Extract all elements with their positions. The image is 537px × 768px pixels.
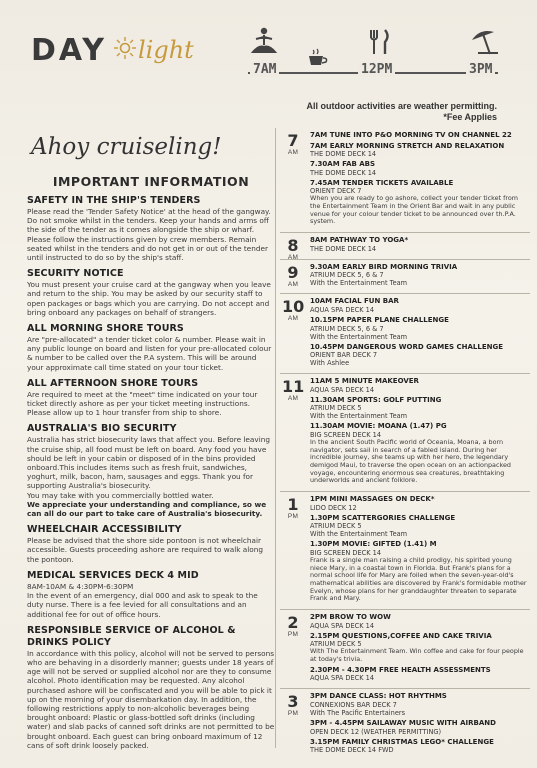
info-section-body: You may take with you commercially bottled water. [27, 490, 214, 500]
schedule-hour-block [280, 260, 530, 295]
event-location: With Ashlee [310, 359, 350, 368]
info-section-body: 8AM-10AM & 4:30PM-6:30PM [27, 581, 134, 591]
info-section-body: Are required to meet at the "meet" time indicated on your tour ticket directly ashore as per your ticket meeting instructions. Please allow up to 1 hour transfer from ship to shore. [27, 389, 258, 418]
event-location: THE DOME DECK 14 [310, 168, 377, 177]
info-section-title: SAFETY IN THE SHIP'S TENDERS [27, 195, 201, 206]
important-information-column [27, 120, 275, 750]
info-section [27, 625, 275, 750]
event-location: CONNEXIONS BAR DECK 7 [310, 700, 397, 709]
event-title: 7AM EARLY MORNING STRETCH AND RELAXATION [310, 141, 505, 150]
info-section-title: WHEELCHAIR ACCESSIBILITY [27, 524, 182, 536]
info-section [27, 195, 275, 262]
hour-marker [282, 496, 304, 520]
event-location: ORIENT DECK 7 [310, 187, 362, 196]
hour-marker [282, 237, 304, 261]
weather-note-line: All outdoor activities are weather permitting. [306, 101, 497, 111]
event-location: AQUA SPA DECK 14 [310, 674, 375, 683]
schedule-event [310, 343, 530, 368]
info-section [27, 378, 275, 418]
important-information-heading: IMPORTANT INFORMATION [52, 174, 250, 189]
event-title: 2PM BROW TO WOW [310, 613, 391, 622]
event-title: 7AM TUNE INTO P&O MORNING TV ON CHANNEL 22 [310, 131, 512, 139]
fee-note-line: *Fee Applies [443, 112, 497, 122]
schedule-event [310, 131, 530, 140]
event-location: With the Entertainment Team [310, 412, 408, 421]
column-divider [275, 128, 276, 748]
hour-ampm: AM [287, 149, 299, 156]
logo-day-text: DAY [31, 33, 107, 68]
event-location: THE DOME DECK 14 [310, 244, 377, 253]
info-section-title: AUSTRALIA'S BIO SECURITY [27, 423, 177, 435]
schedule-event [310, 316, 530, 341]
event-title: 11.30AM MOVIE: MOANA (1.47) PG [310, 422, 447, 431]
event-title: 10.45PM DANGEROUS WORD GAMES CHALLENGE [310, 342, 503, 351]
info-section-title: MEDICAL SERVICES DECK 4 MID [27, 569, 199, 581]
hour-number: 10 [282, 297, 305, 317]
event-location: With the Entertainment Team [310, 530, 408, 539]
beach-umbrella-icon [468, 26, 502, 58]
event-location: OPEN DECK 12 (WEATHER PERMITTING) [310, 727, 442, 736]
event-title: 2.30PM - 4.30PM FREE HEALTH ASSESSMENTS [310, 665, 491, 674]
hour-ampm: PM [287, 513, 299, 521]
schedule-hour-block [280, 689, 530, 760]
event-title: 7.45AM TENDER TICKETS AVAILABLE [310, 178, 454, 187]
hour-ampm: AM [287, 254, 299, 262]
info-section-body: You must present your cruise card at the gangway when you leave and return to the ship. You may be asked by our security staff to open packages or bags which you are carrying. Do not accept and bring onboard any packages on behalf of strangers. [27, 280, 271, 317]
hour-marker [282, 378, 304, 402]
coffee-cup-icon [306, 48, 330, 68]
sun-icon [113, 36, 137, 60]
info-section [27, 268, 275, 317]
schedule-event [310, 422, 530, 485]
info-section [27, 570, 275, 619]
event-location: ORIENT BAR DECK 7 [310, 351, 378, 360]
event-location: ATRIUM DECK 5 [310, 640, 362, 649]
info-section-title: ALL MORNING SHORE TOURS [27, 323, 184, 335]
event-location: AQUA SPA DECK 14 [310, 305, 375, 314]
event-location: THE DOME DECK 14 [310, 150, 377, 159]
schedule-event [310, 738, 530, 755]
info-section-body: Australia has strict biosecurity laws that affect you. Before leaving the cruise ship, all food must be left on board. Any food you have should be left in your cabin or disposed of in the bins provided onboard.This includes items such as fresh fruit, sandwiches, yoghurt, milk, bacon, ham, sausages and eggs. Thank you for supporting Australia's biosecurity. [27, 435, 270, 491]
event-location: ATRIUM DECK 5 [310, 404, 362, 413]
event-title: 1.30PM MOVIE: GIFTED (1.41) M [310, 540, 437, 549]
event-location: AQUA SPA DECK 14 [310, 621, 375, 630]
schedule-event [310, 377, 530, 394]
event-location: BIG SCREEN DECK 14 [310, 548, 382, 557]
schedule-event [310, 540, 530, 603]
logo-light-text: light [138, 36, 194, 64]
schedule-hour-block [280, 233, 530, 260]
hour-ampm: AM [287, 280, 299, 288]
event-description: With The Entertainment Team. Win coffee and cake for four people at today's trivia. [310, 647, 524, 664]
schedule-event [310, 692, 530, 717]
hour-marker [282, 693, 304, 717]
info-section-body: Please read the 'Tender Safety Notice' at the head of the gangway. Do not smoke whilst in the tenders. Keep your hands and arms off the side of the tender as it comes alongside the ship or wharf. Please follow the instructions given by crew members. Remain seated whilst in the tenders and do not get in or out of the tender until instructed to do so by the ship's staff. [27, 207, 271, 263]
event-title: 1PM MINI MASSAGES ON DECK* [310, 495, 435, 504]
schedule-hour-block [280, 374, 530, 492]
time-label-3pm: 3PM [466, 62, 495, 77]
schedule-event [310, 632, 530, 664]
hour-number: 9 [287, 262, 299, 282]
hour-marker [282, 298, 304, 322]
schedule-event [310, 297, 530, 314]
hour-number: 7 [287, 131, 299, 150]
dining-icon [362, 26, 396, 58]
info-section [27, 323, 275, 372]
event-location: BIG SCREEN DECK 14 [310, 430, 382, 439]
schedule-event [310, 160, 530, 177]
hour-number: 1 [287, 495, 299, 515]
event-title: 10AM FACIAL FUN BAR [310, 297, 399, 306]
yoga-icon [247, 26, 281, 58]
schedule-event [310, 236, 530, 253]
event-title: 10.15PM PAPER PLANE CHALLENGE [310, 315, 449, 324]
schedule-event [310, 495, 530, 512]
event-title: 3PM - 4.45PM SAILAWAY MUSIC WITH AIRBAND [310, 718, 496, 727]
event-location: With the Entertainment Team [310, 332, 408, 341]
schedule-event [310, 666, 530, 683]
event-title: 11AM 5 MINUTE MAKEOVER [310, 377, 419, 386]
hour-marker [282, 614, 304, 638]
schedule-column [280, 128, 530, 760]
schedule-hour-block [280, 294, 530, 374]
info-section-title: SECURITY NOTICE [27, 268, 124, 280]
event-title: 3PM DANCE CLASS: HOT RHYTHMS [310, 692, 447, 701]
schedule-event [310, 514, 530, 539]
event-description: Frank is a single man raising a child prodigy, his spirited young niece Mary, in a coastal town in Florida. But Frank's plans for a normal school life for Mary are foiled when the seven-year-old's mathematical abilities are discovered by Frank's formidable mother Evelyn, whose plans for her granddaughter threaten to separate Frank and Mary. [310, 555, 527, 603]
event-location: ATRIUM DECK 5, 6 & 7 [310, 324, 384, 333]
hour-ampm: PM [287, 710, 299, 718]
hour-marker [282, 264, 304, 288]
hour-number: 2 [287, 613, 299, 633]
event-title: 1.30PM SCATTERGORIES CHALLENGE [310, 513, 456, 522]
event-title: 2.15PM QUESTIONS,COFFEE AND CAKE TRIVIA [310, 631, 492, 640]
schedule-hour-block [280, 492, 530, 610]
schedule-event [310, 719, 530, 736]
event-title: 11.30AM SPORTS: GOLF PUTTING [310, 395, 442, 404]
schedule-event [310, 613, 530, 630]
hour-ampm: AM [287, 395, 299, 403]
event-location: With the Entertainment Team [310, 279, 408, 288]
info-section-body: Please be advised that the shore side pontoon is not wheelchair accessible. Guests proceeding ashore are required to walk along the pontoon. [27, 536, 264, 564]
hour-marker [282, 132, 304, 156]
event-location: With The Pacific Entertainers [310, 708, 406, 717]
event-title: 8AM PATHWAY TO YOGA* [310, 236, 409, 245]
info-section-emphasis: We appreciate your understanding and compliance, so we can all do our part to take care of Australia's biosecurity. [27, 499, 267, 519]
info-section [27, 524, 275, 564]
info-section-title: ALL AFTERNOON SHORE TOURS [27, 377, 199, 389]
event-location: LIDO DECK 12 [310, 503, 357, 512]
schedule-event [310, 263, 530, 288]
hour-number: 3 [287, 692, 299, 712]
hour-number: 11 [282, 377, 305, 397]
time-label-12pm: 12PM [358, 62, 395, 77]
greeting-heading: Ahoy cruiseling! [31, 134, 222, 160]
time-label-7am: 7AM [250, 62, 279, 77]
schedule-event [310, 142, 530, 159]
schedule-event [310, 396, 530, 421]
schedule-event [310, 179, 530, 226]
event-description: When you are ready to go ashore, collect your tender ticket from the Entertainment Team in the Orient Bar and wait in any public venue for your colour tender ticket to be announced over th.P.A. system. [310, 194, 518, 226]
info-section-body: In the event of an emergency, dial 000 and ask to speak to the duty nurse. There is a fee levied for all consultations and an additional fee for out of office hours. [27, 591, 258, 619]
hour-ampm: PM [287, 631, 299, 639]
info-section [27, 423, 275, 518]
hour-number: 8 [287, 236, 299, 256]
event-location: AQUA SPA DECK 14 [310, 385, 375, 394]
header [0, 0, 537, 122]
info-section-body: In accordance with this policy, alcohol will not be served to persons who are behaving in a disorderly manner; guests under 18 years of age will not be served or supplied alcohol nor are they to consume alcohol. Photo identification may be requested. Any alcohol purchased ashore will be confiscated and you will be able to pick it up on the morning of your disembarkation day. In addition, the following restrictions apply to non-alcoholic beverages being brought onboard: Plastic or glass-bottled soft drinks (including water) and slab packs of canned soft drinks are not permitted to be brought onboard. Each guest can bring onboard maximum of 12 cans of soft drink loosely packed. [27, 648, 275, 750]
weather-note [306, 101, 497, 123]
event-title: 3.15PM FAMILY CHRISTMAS LEGO* CHALLENGE [310, 737, 494, 746]
event-location: ATRIUM DECK 5, 6 & 7 [310, 271, 384, 280]
hour-ampm: AM [287, 315, 299, 323]
event-location: ATRIUM DECK 5 [310, 522, 362, 531]
event-title: 9.30AM EARLY BIRD MORNING TRIVIA [310, 262, 458, 271]
event-title: 7.30AM FAB ABS [310, 160, 376, 169]
info-section-body: Are "pre-allocated" a tender ticket color & number. Please wait in any public lounge on board and listen for your pre-allocated colour & number to be called over the P.A system. This will be around your approximate call time stated on your tour ticket. [27, 335, 272, 372]
schedule-hour-block [280, 610, 530, 689]
schedule-hour-block [280, 128, 530, 233]
event-description: In the ancient South Pacific world of Oceania, Moana, a born navigator, sets sail in search of a fabled island. During her incredible journey, she teams up with her hero, the legendary demigod Maui, to traverse the open ocean on an actionpacked voyage, encountering enormous sea creatures, breathtaking underworlds and ancient folklore. [310, 437, 511, 485]
event-location: THE DOME DECK 14 FWD [310, 746, 394, 755]
info-section-title: RESPONSIBLE SERVICE OF ALCOHOL & DRINKS POLICY [27, 624, 236, 648]
